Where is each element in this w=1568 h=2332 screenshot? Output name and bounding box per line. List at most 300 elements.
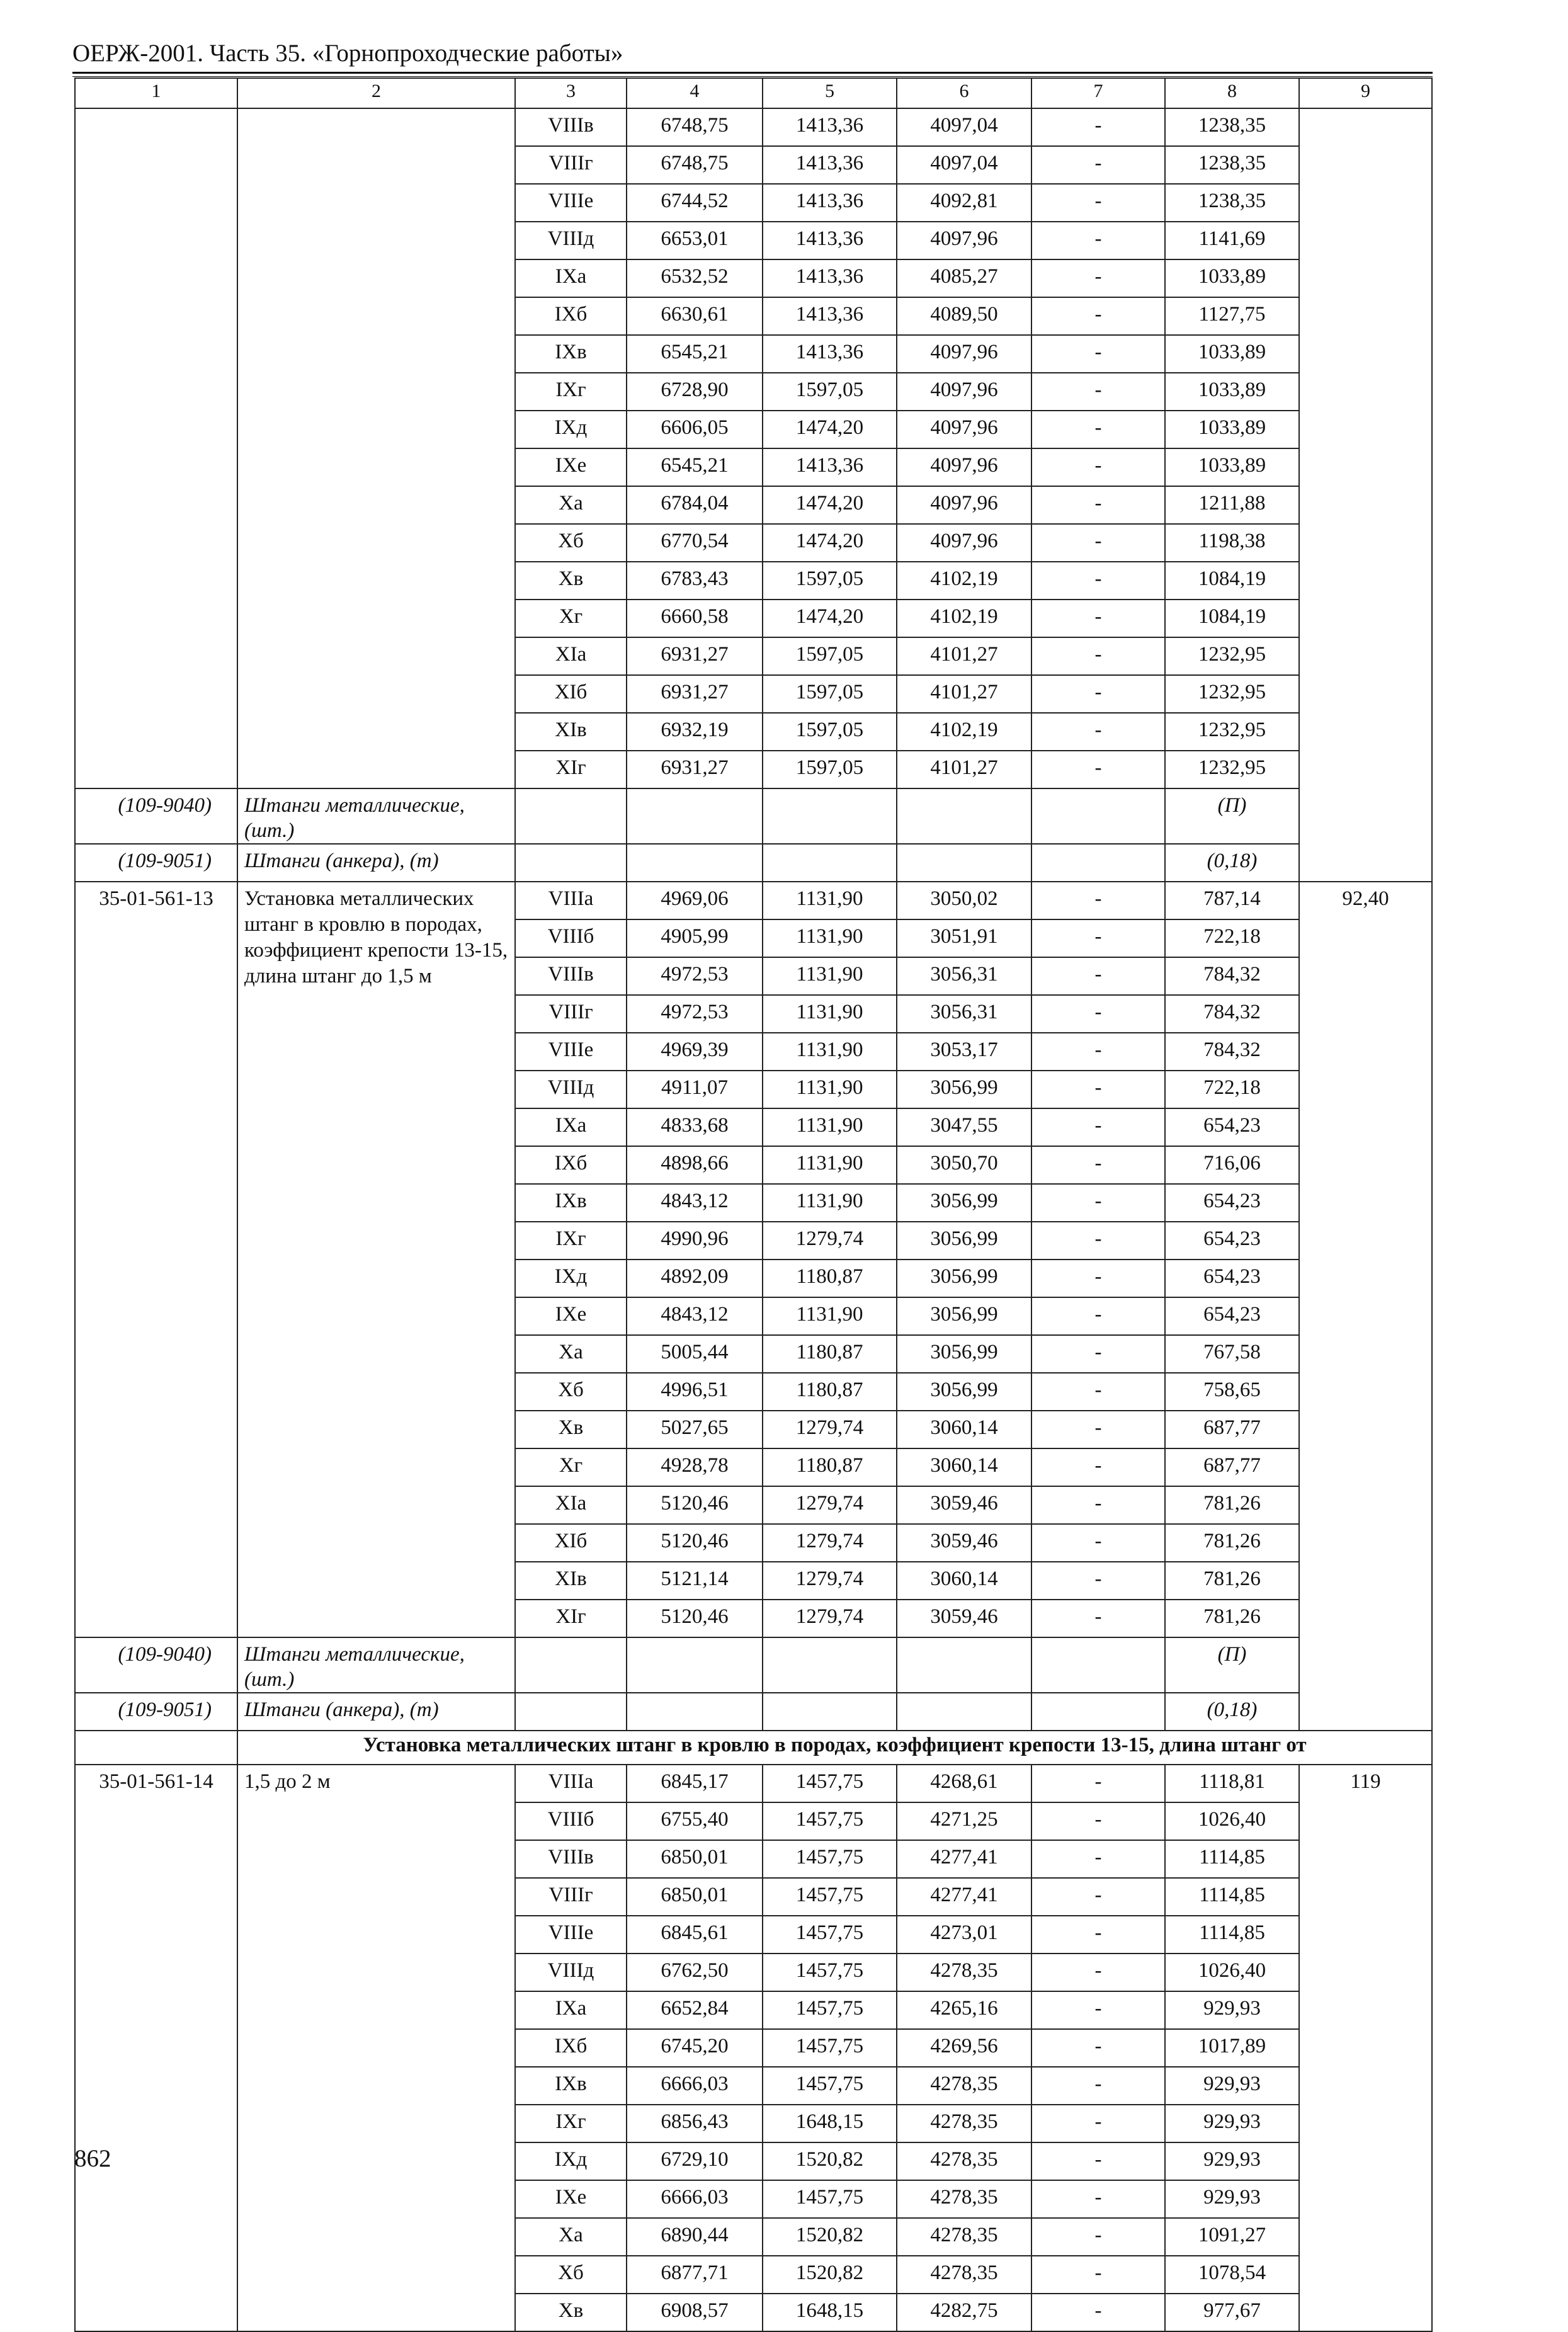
value-cell: 1131,90 [763, 1071, 897, 1108]
soil-group: VIIIб [515, 1802, 627, 1840]
soil-group: VIIIа [515, 882, 627, 919]
value-cell: 3059,46 [897, 1486, 1031, 1524]
value-cell: - [1031, 562, 1165, 600]
soil-group: VIIIв [515, 1840, 627, 1878]
soil-group: VIIIв [515, 957, 627, 995]
column-header: 6 [897, 78, 1031, 108]
soil-group: Xа [515, 486, 627, 524]
value-cell: 1413,36 [763, 146, 897, 184]
resource-name: Штанги (анкера), (т) [237, 844, 515, 882]
value-cell: - [1031, 1840, 1165, 1878]
soil-group: Xг [515, 600, 627, 637]
value-cell: 1648,15 [763, 2105, 897, 2142]
value-cell: 1457,75 [763, 1954, 897, 1991]
value-cell: - [1031, 1033, 1165, 1071]
value-cell: - [1031, 751, 1165, 788]
value-cell: 1091,27 [1165, 2218, 1299, 2256]
column-header: 4 [627, 78, 763, 108]
value-cell: - [1031, 1448, 1165, 1486]
value-cell: - [1031, 1108, 1165, 1146]
value-cell: 6770,54 [627, 524, 763, 562]
value-cell: 6744,52 [627, 184, 763, 222]
value-cell: 687,77 [1165, 1411, 1299, 1448]
value-cell: 4928,78 [627, 1448, 763, 1486]
resource-value: (П) [1165, 788, 1299, 844]
soil-group: IXа [515, 259, 627, 297]
value-cell: 4097,04 [897, 108, 1031, 146]
value-cell: - [1031, 1765, 1165, 1802]
value-cell: 4843,12 [627, 1297, 763, 1335]
soil-group: Xа [515, 2218, 627, 2256]
value-cell: 4097,96 [897, 411, 1031, 448]
value-cell: 3051,91 [897, 919, 1031, 957]
page-number: 862 [74, 2145, 111, 2172]
value-cell: 6660,58 [627, 600, 763, 637]
table-cell [515, 788, 627, 844]
soil-group: IXв [515, 2067, 627, 2105]
value-cell: 4905,99 [627, 919, 763, 957]
value-cell: 5120,46 [627, 1486, 763, 1524]
value-cell: 1211,88 [1165, 486, 1299, 524]
value-cell: 6931,27 [627, 675, 763, 713]
value-cell: 654,23 [1165, 1297, 1299, 1335]
value-cell: 4269,56 [897, 2029, 1031, 2067]
soil-group: VIIIг [515, 1878, 627, 1916]
value-cell: - [1031, 108, 1165, 146]
value-cell: 1413,36 [763, 297, 897, 335]
soil-group: VIIIг [515, 995, 627, 1033]
value-cell: 5027,65 [627, 1411, 763, 1448]
value-cell: 4102,19 [897, 562, 1031, 600]
value-cell: - [1031, 1878, 1165, 1916]
column-header: 7 [1031, 78, 1165, 108]
value-cell: 6850,01 [627, 1878, 763, 1916]
value-cell: 3056,99 [897, 1260, 1031, 1297]
value-cell: - [1031, 995, 1165, 1033]
value-cell: - [1031, 919, 1165, 957]
value-cell: 1413,36 [763, 335, 897, 373]
value-cell: 6728,90 [627, 373, 763, 411]
value-cell: 1232,95 [1165, 675, 1299, 713]
soil-group: VIIIа [515, 1765, 627, 1802]
value-cell: - [1031, 297, 1165, 335]
value-cell: 1457,75 [763, 1878, 897, 1916]
value-cell: 1457,75 [763, 2029, 897, 2067]
value-cell: 4898,66 [627, 1146, 763, 1184]
value-cell: 3060,14 [897, 1448, 1031, 1486]
value-cell: 654,23 [1165, 1184, 1299, 1222]
value-cell: - [1031, 448, 1165, 486]
value-cell: - [1031, 1954, 1165, 1991]
value-cell: - [1031, 524, 1165, 562]
soil-group: XIг [515, 1600, 627, 1637]
value-cell: 781,26 [1165, 1562, 1299, 1600]
resource-code: (109-9051) [75, 844, 237, 882]
soil-group: IXе [515, 448, 627, 486]
value-cell: - [1031, 957, 1165, 995]
table-cell [627, 1637, 763, 1693]
value-cell: 1597,05 [763, 751, 897, 788]
value-cell: 1131,90 [763, 1297, 897, 1335]
rate-total: 119 [1299, 1765, 1432, 2331]
value-cell: 6755,40 [627, 1802, 763, 1840]
value-cell: 787,14 [1165, 882, 1299, 919]
table-cell [515, 844, 627, 882]
table-row [75, 882, 1432, 919]
soil-group: VIIIд [515, 222, 627, 259]
value-cell: 1232,95 [1165, 751, 1299, 788]
value-cell: 1180,87 [763, 1260, 897, 1297]
value-cell: 1078,54 [1165, 2256, 1299, 2294]
resource-code: (109-9040) [75, 1637, 237, 1693]
value-cell: - [1031, 222, 1165, 259]
value-cell: 3056,99 [897, 1184, 1031, 1222]
resource-name: Штанги металлические, (шт.) [237, 1637, 515, 1693]
value-cell: 4277,41 [897, 1840, 1031, 1878]
value-cell: 1597,05 [763, 675, 897, 713]
value-cell: 1279,74 [763, 1411, 897, 1448]
table-cell [763, 1693, 897, 1731]
value-cell: 5120,46 [627, 1600, 763, 1637]
value-cell: 722,18 [1165, 919, 1299, 957]
value-cell: 1131,90 [763, 1184, 897, 1222]
value-cell: 4101,27 [897, 675, 1031, 713]
value-cell: 654,23 [1165, 1108, 1299, 1146]
soil-group: IXд [515, 1260, 627, 1297]
resource-row [75, 1693, 1432, 1731]
value-cell: - [1031, 1260, 1165, 1297]
value-cell: 929,93 [1165, 2180, 1299, 2218]
value-cell: - [1031, 2067, 1165, 2105]
value-cell: 3060,14 [897, 1411, 1031, 1448]
value-cell: 4097,04 [897, 146, 1031, 184]
value-cell: 1131,90 [763, 957, 897, 995]
value-cell: - [1031, 259, 1165, 297]
value-cell: - [1031, 1335, 1165, 1373]
column-header: 3 [515, 78, 627, 108]
value-cell: 1238,35 [1165, 184, 1299, 222]
value-cell: 1033,89 [1165, 411, 1299, 448]
value-cell: - [1031, 1802, 1165, 1840]
value-cell: - [1031, 1411, 1165, 1448]
column-header: 9 [1299, 78, 1432, 108]
value-cell: - [1031, 1297, 1165, 1335]
section-title-row [75, 1731, 1432, 1765]
value-cell: 5120,46 [627, 1524, 763, 1562]
value-cell: 4101,27 [897, 637, 1031, 675]
value-cell: - [1031, 713, 1165, 751]
table-cell [763, 788, 897, 844]
value-cell: 6606,05 [627, 411, 763, 448]
section-title: Установка металлических штанг в кровлю в породах, коэффициент крепости 13-15, длина штанг от [237, 1731, 1432, 1765]
value-cell: 1084,19 [1165, 562, 1299, 600]
resource-row [75, 844, 1432, 882]
value-cell: 3056,99 [897, 1297, 1031, 1335]
column-header: 8 [1165, 78, 1299, 108]
soil-group: Xа [515, 1335, 627, 1373]
value-cell: 1474,20 [763, 524, 897, 562]
soil-group: XIб [515, 675, 627, 713]
soil-group: IXг [515, 373, 627, 411]
rate-code [75, 108, 237, 788]
value-cell: 6850,01 [627, 1840, 763, 1878]
value-cell: - [1031, 1600, 1165, 1637]
table-cell [627, 788, 763, 844]
value-cell: 1457,75 [763, 1991, 897, 2029]
value-cell: 1033,89 [1165, 259, 1299, 297]
table-cell [1031, 1693, 1165, 1731]
value-cell: 758,65 [1165, 1373, 1299, 1411]
value-cell: 654,23 [1165, 1222, 1299, 1260]
value-cell: - [1031, 2256, 1165, 2294]
resource-code: (109-9051) [75, 1693, 237, 1731]
soil-group: IXа [515, 1991, 627, 2029]
value-cell: 4085,27 [897, 259, 1031, 297]
rate-description: Установка металлических штанг в кровлю в породах, коэффициент крепости 13-15, длина штанг до 1,5 м [237, 882, 515, 1637]
value-cell: - [1031, 1991, 1165, 2029]
value-cell: 1597,05 [763, 373, 897, 411]
table-cell [627, 844, 763, 882]
value-cell: 3056,99 [897, 1071, 1031, 1108]
value-cell: 4843,12 [627, 1184, 763, 1222]
value-cell: 4268,61 [897, 1765, 1031, 1802]
value-cell: 4271,25 [897, 1802, 1031, 1840]
soil-group: Xв [515, 562, 627, 600]
value-cell: 4097,96 [897, 222, 1031, 259]
value-cell: 1180,87 [763, 1373, 897, 1411]
value-cell: 3056,31 [897, 957, 1031, 995]
table-cell [1031, 788, 1165, 844]
value-cell: 3056,99 [897, 1335, 1031, 1373]
resource-code: (109-9040) [75, 788, 237, 844]
value-cell: 4097,96 [897, 373, 1031, 411]
value-cell: 929,93 [1165, 2105, 1299, 2142]
soil-group: IXб [515, 297, 627, 335]
value-cell: 687,77 [1165, 1448, 1299, 1486]
value-cell: 1457,75 [763, 1840, 897, 1878]
soil-group: Xб [515, 2256, 627, 2294]
value-cell: 1141,69 [1165, 222, 1299, 259]
value-cell: 4101,27 [897, 751, 1031, 788]
soil-group: IXг [515, 1222, 627, 1260]
value-cell: 929,93 [1165, 2142, 1299, 2180]
value-cell: 6666,03 [627, 2067, 763, 2105]
value-cell: 1114,85 [1165, 1916, 1299, 1954]
value-cell: 4911,07 [627, 1071, 763, 1108]
soil-group: IXб [515, 1146, 627, 1184]
value-cell: - [1031, 2218, 1165, 2256]
soil-group: IXе [515, 2180, 627, 2218]
value-cell: - [1031, 2029, 1165, 2067]
resource-row [75, 788, 1432, 844]
table-cell [1031, 844, 1165, 882]
value-cell: - [1031, 411, 1165, 448]
value-cell: - [1031, 1071, 1165, 1108]
value-cell: - [1031, 882, 1165, 919]
value-cell: - [1031, 1184, 1165, 1222]
soil-group: VIIIб [515, 919, 627, 957]
value-cell: 4092,81 [897, 184, 1031, 222]
value-cell: 4282,75 [897, 2294, 1031, 2331]
value-cell: 1131,90 [763, 882, 897, 919]
table-cell [627, 1693, 763, 1731]
value-cell: 6845,61 [627, 1916, 763, 1954]
value-cell: 1597,05 [763, 713, 897, 751]
value-cell: 1114,85 [1165, 1878, 1299, 1916]
rate-code: 35-01-561-14 [75, 1765, 237, 2331]
value-cell: 6877,71 [627, 2256, 763, 2294]
soil-group: IXв [515, 335, 627, 373]
value-cell: 3056,31 [897, 995, 1031, 1033]
resource-value: (0,18) [1165, 844, 1299, 882]
table-cell [897, 1693, 1031, 1731]
value-cell: 1413,36 [763, 259, 897, 297]
value-cell: 1131,90 [763, 1033, 897, 1071]
value-cell: 1131,90 [763, 1146, 897, 1184]
value-cell: 4097,96 [897, 335, 1031, 373]
value-cell: 4278,35 [897, 2105, 1031, 2142]
value-cell: 929,93 [1165, 1991, 1299, 2029]
value-cell: 4972,53 [627, 995, 763, 1033]
value-cell: 4833,68 [627, 1108, 763, 1146]
value-cell: 767,58 [1165, 1335, 1299, 1373]
value-cell: 4265,16 [897, 1991, 1031, 2029]
column-header: 2 [237, 78, 515, 108]
value-cell: 781,26 [1165, 1524, 1299, 1562]
value-cell: 6783,43 [627, 562, 763, 600]
value-cell: 1413,36 [763, 108, 897, 146]
value-cell: - [1031, 675, 1165, 713]
value-cell: 929,93 [1165, 2067, 1299, 2105]
header-rule-thin [72, 76, 1433, 77]
value-cell: 3053,17 [897, 1033, 1031, 1071]
value-cell: - [1031, 373, 1165, 411]
value-cell: 1033,89 [1165, 373, 1299, 411]
resource-name: Штанги (анкера), (т) [237, 1693, 515, 1731]
column-number-row [75, 78, 1432, 108]
value-cell: 6762,50 [627, 1954, 763, 1991]
soil-group: Xб [515, 524, 627, 562]
document-header: ОЕРЖ-2001. Часть 35. «Горнопроходческие работы» [72, 40, 623, 67]
value-cell: 722,18 [1165, 1071, 1299, 1108]
value-cell: 1118,81 [1165, 1765, 1299, 1802]
value-cell: 6532,52 [627, 259, 763, 297]
value-cell: 1279,74 [763, 1562, 897, 1600]
value-cell: 1131,90 [763, 995, 897, 1033]
table-cell [515, 1693, 627, 1731]
value-cell: - [1031, 2180, 1165, 2218]
value-cell: 977,67 [1165, 2294, 1299, 2331]
value-cell: 6931,27 [627, 637, 763, 675]
value-cell: 1648,15 [763, 2294, 897, 2331]
value-cell: 6748,75 [627, 146, 763, 184]
rate-description [237, 108, 515, 788]
table-cell [75, 1731, 237, 1765]
value-cell: 6729,10 [627, 2142, 763, 2180]
value-cell: 1131,90 [763, 1108, 897, 1146]
value-cell: 1180,87 [763, 1335, 897, 1373]
value-cell: 6890,44 [627, 2218, 763, 2256]
value-cell: 1084,19 [1165, 600, 1299, 637]
value-cell: 6845,17 [627, 1765, 763, 1802]
soil-group: IXе [515, 1297, 627, 1335]
value-cell: 6745,20 [627, 2029, 763, 2067]
value-cell: 1232,95 [1165, 713, 1299, 751]
soil-group: VIIIг [515, 146, 627, 184]
value-cell: - [1031, 2105, 1165, 2142]
value-cell: 1279,74 [763, 1524, 897, 1562]
table-cell [897, 788, 1031, 844]
value-cell: 6856,43 [627, 2105, 763, 2142]
soil-group: Xв [515, 1411, 627, 1448]
value-cell: - [1031, 184, 1165, 222]
soil-group: Xв [515, 2294, 627, 2331]
value-cell: 4278,35 [897, 2067, 1031, 2105]
column-header: 1 [75, 78, 237, 108]
value-cell: 1026,40 [1165, 1802, 1299, 1840]
soil-group: XIб [515, 1524, 627, 1562]
resource-value: (0,18) [1165, 1693, 1299, 1731]
value-cell: 1238,35 [1165, 108, 1299, 146]
value-cell: 1279,74 [763, 1600, 897, 1637]
resource-row [75, 1637, 1432, 1693]
value-cell: 1457,75 [763, 1802, 897, 1840]
value-cell: 4278,35 [897, 2180, 1031, 2218]
value-cell: - [1031, 1916, 1165, 1954]
value-cell: 6666,03 [627, 2180, 763, 2218]
rate-total [1299, 108, 1432, 882]
soil-group: IXб [515, 2029, 627, 2067]
value-cell: 654,23 [1165, 1260, 1299, 1297]
value-cell: 5005,44 [627, 1335, 763, 1373]
value-cell: 784,32 [1165, 957, 1299, 995]
value-cell: 4273,01 [897, 1916, 1031, 1954]
value-cell: 1017,89 [1165, 2029, 1299, 2067]
value-cell: 1279,74 [763, 1222, 897, 1260]
soil-group: IXд [515, 411, 627, 448]
value-cell: 4097,96 [897, 486, 1031, 524]
soil-group: VIIIд [515, 1954, 627, 1991]
rate-description: 1,5 до 2 м [237, 1765, 515, 2331]
value-cell: 1238,35 [1165, 146, 1299, 184]
value-cell: 4996,51 [627, 1373, 763, 1411]
value-cell: 4097,96 [897, 524, 1031, 562]
soil-group: XIа [515, 637, 627, 675]
value-cell: 6630,61 [627, 297, 763, 335]
value-cell: 4892,09 [627, 1260, 763, 1297]
value-cell: - [1031, 1562, 1165, 1600]
value-cell: 4089,50 [897, 297, 1031, 335]
value-cell: 6932,19 [627, 713, 763, 751]
value-cell: 1033,89 [1165, 335, 1299, 373]
soil-group: XIа [515, 1486, 627, 1524]
resource-name: Штанги металлические, (шт.) [237, 788, 515, 844]
value-cell: 781,26 [1165, 1600, 1299, 1637]
rate-code: 35-01-561-13 [75, 882, 237, 1637]
table-row [75, 1765, 1432, 1802]
value-cell: 1520,82 [763, 2256, 897, 2294]
value-cell: - [1031, 1373, 1165, 1411]
value-cell: 1413,36 [763, 222, 897, 259]
soil-group: IXд [515, 2142, 627, 2180]
value-cell: 3047,55 [897, 1108, 1031, 1146]
soil-group: VIIIе [515, 1916, 627, 1954]
value-cell: 1180,87 [763, 1448, 897, 1486]
table-body [75, 78, 1432, 2331]
value-cell: 1026,40 [1165, 1954, 1299, 1991]
value-cell: 4277,41 [897, 1878, 1031, 1916]
soil-group: VIIIе [515, 184, 627, 222]
